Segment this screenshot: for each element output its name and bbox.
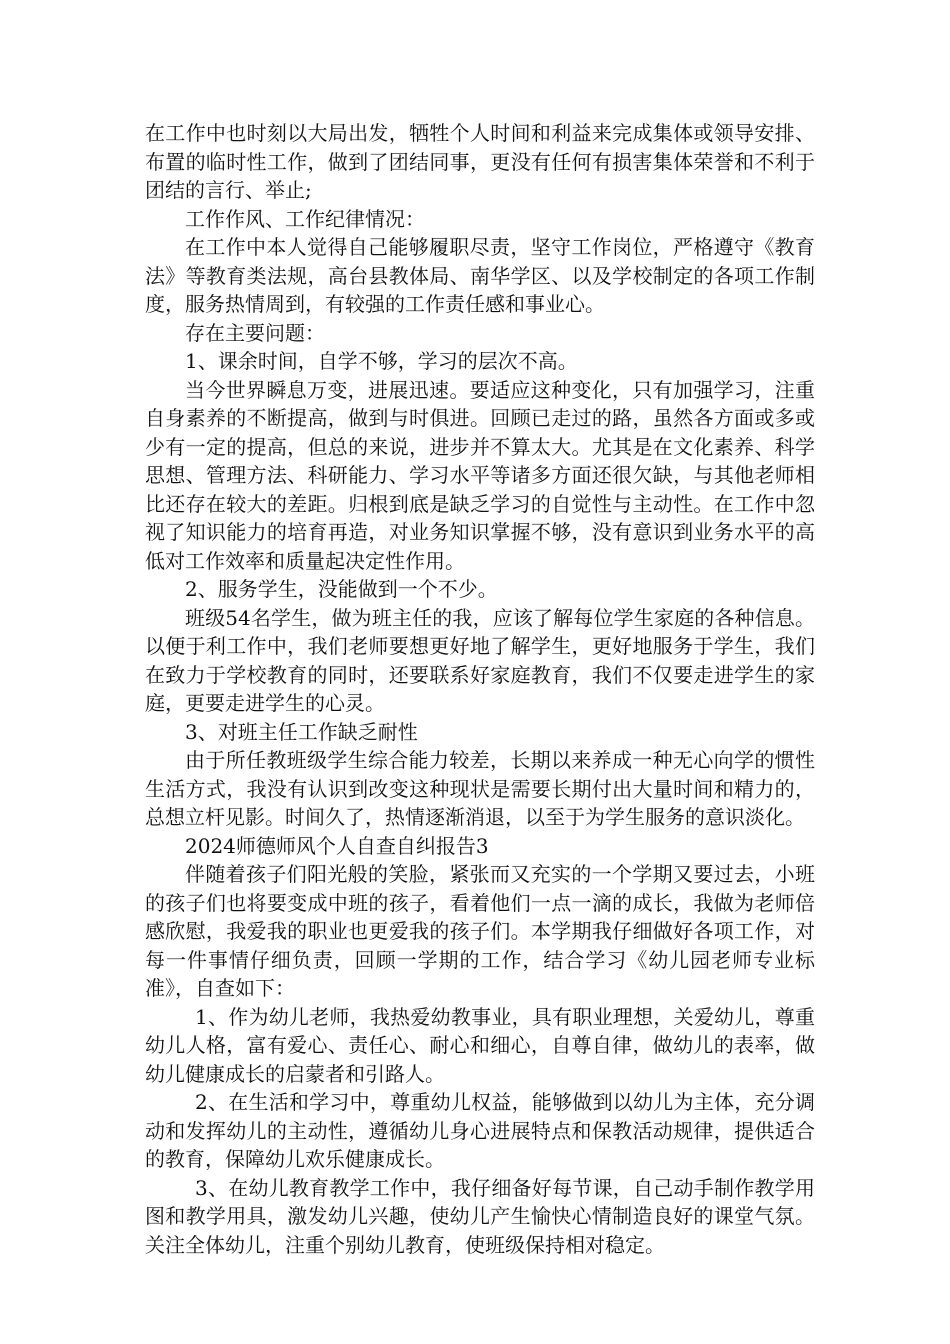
section-heading: 存在主要问题： (185, 320, 325, 345)
list-item: 1、课余时间，自学不够，学习的层次不高。 (185, 349, 578, 373)
report-title: 2024师德师风个人自查自纠报告3 (185, 833, 489, 858)
list-item: 2、在生活和学习中，尊重幼儿权益，能够做到以幼儿为主体，充分调动和发挥幼儿的主动性，遵循幼儿身心进展特点和保教活动规律，提供适合的教育，保障幼儿欢乐健康成长。 (145, 1090, 815, 1171)
paragraph: 由于所任教班级学生综合能力较差，长期以来养成一种无心向学的惯性生活方式，我没有认识到改变这种现状是需要长期付出大量时间和精力的，总想立杆见影。时间久了，热情逐渐消退，以至于为学生服务的意识淡化。 (145, 748, 815, 829)
list-item: 3、在幼儿教育教学工作中，我仔细备好每节课，自己动手制作教学用图和教学用具，激发幼儿兴趣，使幼儿产生愉快心情制造良好的课堂气氛。关注全体幼儿，注重个别幼儿教育，使班级保持相对稳定。 (145, 1175, 815, 1257)
paragraph: 在工作中也时刻以大局出发，牺牲个人时间和利益来完成集体或领导安排、布置的临时性工作，做到了团结同事，更没有任何有损害集体荣誉和不利于团结的言行、举止; (145, 121, 815, 202)
list-item: 3、对班主任工作缺乏耐性 (185, 719, 418, 744)
list-item: 2、服务学生，没能做到一个不少。 (185, 577, 498, 601)
paragraph: 在工作中本人觉得自己能够履职尽责，坚守工作岗位，严格遵守《教育法》等教育类法规，高台县教体局、南华学区、以及学校制定的各项工作制度，服务热情周到，有较强的工作责任感和事业心。 (145, 235, 815, 316)
paragraph: 当今世界瞬息万变，进展迅速。要适应这种变化，只有加强学习，注重自身素养的不断提高，做到与时俱进。回顾已走过的路，虽然各方面或多或少有一定的提高，但总的来说，进步并不算太大。尤其是在文化素养、科学思想、管理方法、科研能力、学习水平等诸多方面还很欠缺，与其他老师相比还存在较大的差距。归根到底是缺乏学习的自觉性与主动性。在工作中忽视了知识能力的培育再造，对业务知识掌握不够，没有意识到业务水平的高低对工作效率和质量起决定性作用。 (145, 377, 815, 573)
paragraph: 伴随着孩子们阳光般的笑脸，紧张而又充实的一个学期又要过去，小班的孩子们也将要变成中班的孩子，看着他们一点一滴的成长，我做为老师倍感欣慰，我爱我的职业也更爱我的孩子们。本学期我仔细做好各项工作，对每一件事情仔细负责，回顾一学期的工作，结合学习《幼儿园老师专业标准》，自查如下： (145, 862, 815, 1000)
document-page (145, 119, 815, 1259)
list-item: 1、作为幼儿老师，我热爱幼教事业，具有职业理想，关爱幼儿，尊重幼儿人格，富有爱心、责任心、耐心和细心，自尊自律，做幼儿的表率，做幼儿健康成长的启蒙者和引路人。 (145, 1004, 815, 1086)
paragraph: 班级54名学生，做为班主任的我，应该了解每位学生家庭的各种信息。以便于利工作中，我们老师要想更好地了解学生，更好地服务于学生，我们在致力于学校教育的同时，还要联系好家庭教育，我们不仅要走进学生的家庭，更要走进学生的心灵。 (145, 605, 815, 715)
section-heading: 工作作风、工作纪律情况： (185, 206, 425, 231)
